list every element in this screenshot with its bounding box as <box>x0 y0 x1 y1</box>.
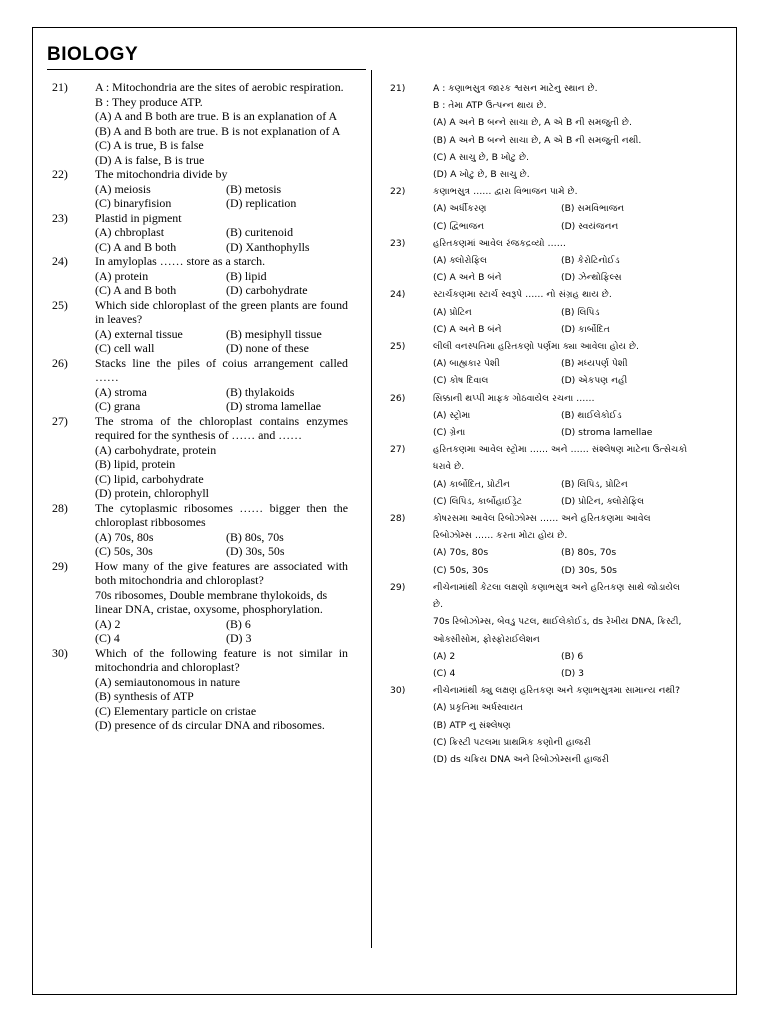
options-grid <box>95 225 348 254</box>
question-line: (B) A અને B બન્ને સાચા છે, A એ B ની સમજુતી નથી. <box>433 134 642 146</box>
gujarati-question-24 <box>390 286 690 338</box>
english-question-25 <box>52 298 348 356</box>
english-question-23 <box>52 211 348 255</box>
question-text: Which side chloroplast of the green plants are found in leaves? <box>95 297 348 326</box>
question-text: નીચેનામાંથી ક્યુ લક્ષણ હરિતકણ અને કણાભસુત્રમા સામાન્ય નથી? <box>433 685 680 697</box>
question-number: 21) <box>52 80 68 94</box>
question-text: સિક્કાની થપ્પી માફક ગોઠવાયેલ રચના …… <box>433 392 595 404</box>
option: (C) 4 <box>433 667 456 679</box>
question-body <box>95 298 348 356</box>
question-body <box>95 356 348 414</box>
question-text: A : કણાભસુત્ર જારક શ્વસન માટેનુ સ્થાન છે. <box>433 83 598 94</box>
gujarati-question-27 <box>390 441 690 510</box>
option: (D) સ્વયંજનન <box>561 220 619 232</box>
question-line: (B) A and B both are true. B is not explanation of A <box>95 123 341 138</box>
question-line: (B) ATP નુ સંશ્લેષણ <box>433 719 511 731</box>
question-line: (C) ક્રિસ્ટી પટલમા પ્રાથમિક કણોની હાજરી <box>433 736 591 748</box>
question-body <box>433 510 690 579</box>
gujarati-question-21 <box>390 80 690 183</box>
option: (C) A અને B બંને <box>433 272 502 284</box>
option: (C) A and B both <box>95 239 177 254</box>
options-grid <box>433 544 690 578</box>
question-number: 30) <box>52 645 68 660</box>
gujarati-question-23 <box>390 235 690 287</box>
option: (C) 4 <box>95 631 120 645</box>
option: (B) મધ્યપર્ણ પેશી <box>561 358 628 370</box>
option: (A) chbroplast <box>95 225 165 239</box>
question-line: (D) ds ચક્રિય DNA અને રિબોઝોમ્સની હાજરી <box>433 753 609 765</box>
question-line: (C) A is true, B is false <box>95 138 204 152</box>
gujarati-question-29 <box>390 579 690 682</box>
question-body <box>95 211 348 255</box>
option: (C) લિપિડ, કાર્બોહાઈડ્રેટ <box>433 495 523 507</box>
question-line: 70s રિબોઝોમ્સ, બેવડુ પટલ, થાઈલેકોઈડ, ds રેખીય DNA, ક્રિસ્ટી, ઓક્સીસોમ, ફોસ્ફોરાઈલેશન <box>433 616 682 645</box>
option: (B) thylakoids <box>226 384 295 399</box>
option: (A) external tissue <box>95 326 183 341</box>
question-line: (D) presence of ds circular DNA and ribosomes. <box>95 718 325 732</box>
question-text: Stacks line the piles of coius arrangement called …… <box>95 355 348 384</box>
option: (D) 30s, 50s <box>561 564 617 576</box>
question-body <box>433 682 690 768</box>
question-line: (A) semiautonomous in nature <box>95 674 240 689</box>
option: (B) 80s, 70s <box>561 547 617 559</box>
question-body <box>433 390 690 442</box>
options-grid <box>433 476 690 510</box>
title-underline <box>47 69 366 70</box>
question-number: 26) <box>390 392 406 404</box>
option: (A) પ્રોટિન <box>433 306 472 318</box>
question-number: 29) <box>390 581 406 593</box>
option: (B) mesiphyll tissue <box>226 326 322 341</box>
options-grid <box>433 407 690 441</box>
english-question-27 <box>52 414 348 501</box>
question-text: કોષરસમા આવેલ રિબોઝોમ્સ …… અને હરિતકણમા આવેલ રિબોઝોમ્સ …… કરતા મોટા હોય છે. <box>433 513 651 542</box>
question-body <box>433 235 690 287</box>
question-text: A : Mitochondria are the sites of aerobic respiration. <box>95 80 344 94</box>
question-body <box>433 183 690 235</box>
option: (D) 3 <box>561 667 585 679</box>
question-text: The mitochondria divide by <box>95 167 228 181</box>
option: (B) metosis <box>226 181 282 196</box>
option: (D) replication <box>226 196 297 210</box>
option: (A) 2 <box>95 616 121 631</box>
options-grid <box>95 617 348 646</box>
question-body <box>433 80 690 183</box>
option: (D) ઝેન્થોફિલ્સ <box>561 272 622 284</box>
option: (A) 2 <box>433 650 456 662</box>
option: (D) stroma lamellae <box>226 399 322 413</box>
question-body <box>95 414 348 501</box>
question-line: (D) protein, chlorophyll <box>95 486 209 500</box>
question-line: (A) A અને B બન્ને સાચા છે, A એ B ની સમજુતી છે. <box>433 117 632 129</box>
options-grid <box>433 304 690 338</box>
question-line: B : તેમા ATP ઉત્પન્ન થાય છે. <box>433 100 547 112</box>
column-divider <box>371 70 372 948</box>
options-grid <box>95 530 348 559</box>
options-grid <box>433 355 690 389</box>
option: (B) કેરોટિનોઈડ <box>561 255 620 267</box>
question-line: (C) Elementary particle on cristae <box>95 703 257 718</box>
option: (B) લિપિડ, પ્રોટિન <box>561 478 628 490</box>
question-body <box>433 441 690 510</box>
question-body <box>95 501 348 559</box>
option: (A) ક્લોરોફિલ <box>433 255 488 267</box>
question-line: (C) A સાચુ છે, B ખોટુ છે. <box>433 151 529 163</box>
option: (C) દ્વિભાજન <box>433 220 485 232</box>
option: (A) meiosis <box>95 181 151 196</box>
option: (B) 6 <box>226 616 251 631</box>
question-number: 22) <box>390 186 406 198</box>
option: (A) અર્ધીકરણ <box>433 203 487 215</box>
question-line: B : They produce ATP. <box>95 94 203 109</box>
question-body <box>95 80 348 167</box>
option: (D) કાર્બોદિત <box>561 323 610 335</box>
option: (D) 30s, 50s <box>226 544 285 558</box>
question-line: (D) A ખોટુ છે, B સાચુ છે. <box>433 169 530 181</box>
option: (C) 50s, 30s <box>433 564 489 576</box>
question-text: નીચેનામાંથી કેટલા લક્ષણો કણાભસુત્ર અને હરિતકણ સાથે જોડાયેલ છે. <box>433 581 680 611</box>
gujarati-question-30 <box>390 682 690 768</box>
question-line: (A) A and B both are true. B is an explanation of A <box>95 109 338 123</box>
option: (D) carbohydrate <box>226 283 308 297</box>
question-line: (A) પ્રકૃતિમા અર્ધસ્વાયત <box>433 702 523 714</box>
option: (B) curitenoid <box>226 225 294 239</box>
question-line: (C) lipid, carbohydrate <box>95 471 204 486</box>
option: (B) લિપિડ <box>561 306 600 318</box>
question-line: (B) lipid, protein <box>95 457 176 471</box>
question-number: 25) <box>52 297 68 312</box>
options-grid <box>433 252 690 286</box>
page-title: BIOLOGY <box>47 44 139 65</box>
question-number: 24) <box>390 289 406 301</box>
gujarati-question-25 <box>390 338 690 390</box>
option: (B) થાઈલેકોઈડ <box>561 409 622 421</box>
english-question-21 <box>52 80 348 167</box>
question-body <box>95 646 348 733</box>
option: (C) cell wall <box>95 341 155 355</box>
options-grid <box>95 182 348 211</box>
options-grid <box>95 385 348 414</box>
english-question-24 <box>52 254 348 298</box>
question-number: 30) <box>390 685 406 697</box>
option: (C) A અને B બંને <box>433 323 502 335</box>
options-grid <box>95 327 348 356</box>
question-body <box>95 559 348 646</box>
options-grid <box>95 269 348 298</box>
question-number: 28) <box>390 513 406 525</box>
question-text: હરિતકણમાં આવેલ રંજકદ્રવ્યો …… <box>433 237 566 249</box>
question-line: (A) carbohydrate, protein <box>95 442 217 457</box>
option: (B) સમવિભાજન <box>561 203 625 215</box>
option: (B) lipid <box>226 268 267 283</box>
gujarati-question-26 <box>390 390 690 442</box>
gujarati-questions-column <box>390 80 690 768</box>
question-number: 29) <box>52 558 68 573</box>
option: (C) ગ્રેના <box>433 427 466 439</box>
question-body <box>433 579 690 682</box>
english-question-28 <box>52 501 348 559</box>
question-text: The stroma of the chloroplast contains enzymes required for the synthesis of …… and …… <box>95 413 348 442</box>
question-body <box>433 338 690 390</box>
question-line: (B) synthesis of ATP <box>95 689 194 703</box>
question-text: Plastid in pigment <box>95 210 182 225</box>
options-grid <box>433 200 690 234</box>
english-question-29 <box>52 559 348 646</box>
question-text: સ્ટાર્ચકણમા સ્ટાર્ચ સ્વરૂપે …… નો સંગ્રહ થાય છે. <box>433 289 612 301</box>
option: (D) એકપણ નહી <box>561 375 628 387</box>
question-text: હરિતકણમા આવેલ સ્ટ્રોમા …… અને …… સંશ્લેષણ માટેના ઉત્સેચકો ધરાવે છે. <box>433 444 688 473</box>
question-number: 23) <box>390 237 406 249</box>
gujarati-question-22 <box>390 183 690 235</box>
question-number: 28) <box>52 500 68 515</box>
option: (D) stroma lamellae <box>561 427 653 439</box>
question-text: How many of the give features are associated with both mitochondria and chloroplast? <box>95 558 348 587</box>
option: (C) 50s, 30s <box>95 544 153 558</box>
option: (B) 80s, 70s <box>226 529 284 544</box>
question-text: લીલી વનસ્પતિમા હરિતકણો પર્ણમા ક્યા આવેલા હોય છે. <box>433 341 639 353</box>
question-number: 27) <box>52 413 68 428</box>
option: (C) A and B both <box>95 283 177 297</box>
question-body <box>433 286 690 338</box>
question-line: (D) A is false, B is true <box>95 152 205 167</box>
option: (A) સ્ટ્રોમા <box>433 409 471 421</box>
option: (A) stroma <box>95 384 147 399</box>
question-number: 25) <box>390 341 406 353</box>
options-grid <box>433 648 690 682</box>
option: (A) કાર્બોદિત, પ્રોટીન <box>433 478 510 490</box>
option: (D) Xanthophylls <box>226 239 310 254</box>
question-number: 26) <box>52 355 68 370</box>
question-number: 21) <box>390 83 406 94</box>
question-text: In amyloplas …… store as a starch. <box>95 254 266 268</box>
option: (A) બાહ્યકાર પેશી <box>433 358 500 370</box>
question-text: કણાભસુત્ર …… દ્વારા વિભાજન પામે છે. <box>433 186 578 198</box>
option: (B) 6 <box>561 650 584 662</box>
english-questions-column <box>52 80 348 733</box>
gujarati-question-28 <box>390 510 690 579</box>
option: (D) none of these <box>226 341 309 355</box>
question-line: 70s ribosomes, Double membrane thylokoids, ds linear DNA, cristae, oxysome, phosphorylation. <box>95 587 328 616</box>
option: (D) પ્રોટિન, ક્લોરોફિલ <box>561 495 645 507</box>
question-body <box>95 167 348 211</box>
question-text: Which of the following feature is not similar in mitochondria and chloroplast? <box>95 645 348 674</box>
option: (D) 3 <box>226 631 252 645</box>
option: (C) grana <box>95 399 141 413</box>
question-body <box>95 254 348 298</box>
option: (A) 70s, 80s <box>433 547 489 559</box>
question-number: 27) <box>390 444 406 456</box>
english-question-30 <box>52 646 348 733</box>
option: (C) binaryfision <box>95 196 172 210</box>
question-number: 23) <box>52 210 68 225</box>
english-question-26 <box>52 356 348 414</box>
question-number: 24) <box>52 254 68 268</box>
option: (C) કોષ દિવાલ <box>433 375 489 387</box>
english-question-22 <box>52 167 348 211</box>
option: (A) 70s, 80s <box>95 529 154 544</box>
question-text: The cytoplasmic ribosomes …… bigger then the chloroplast ribbosomes <box>95 500 348 529</box>
question-number: 22) <box>52 167 68 181</box>
option: (A) protein <box>95 268 149 283</box>
